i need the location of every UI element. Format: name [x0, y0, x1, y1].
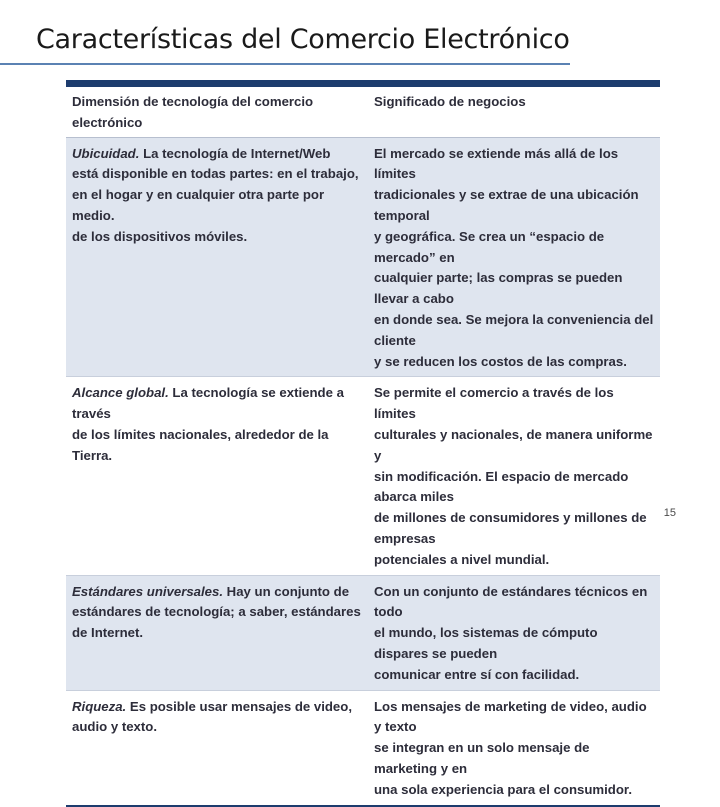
dimension-text-line: Es posible usar mensajes de video, [126, 698, 352, 714]
meaning-text-line: una sola experiencia para el consumidor. [374, 781, 632, 797]
meaning-cell [368, 575, 660, 690]
meaning-text-line: Con un conjunto de estándares técnicos en todo [374, 583, 648, 620]
dimension-text-line: de los límites nacionales, alrededor de la Tierra. [72, 426, 329, 463]
page-number: 15 [663, 507, 676, 519]
dimension-cell [66, 690, 368, 805]
meaning-cell [368, 690, 660, 805]
meaning-text-line: Los mensajes de marketing de video, audio y texto [374, 698, 647, 735]
meaning-text-line: sin modificación. El espacio de mercado abarca miles [374, 468, 629, 505]
table [66, 87, 660, 807]
dimension-cell [66, 377, 368, 575]
dimension-text-line: estándares de tecnología; a saber, estándares [72, 604, 361, 620]
meaning-text-line: El mercado se extiende más allá de los límites [374, 145, 619, 182]
header-meaning: Significado de negocios [374, 94, 526, 109]
dimension-text-line: de los dispositivos móviles. [72, 228, 248, 244]
dimension-term: Estándares universales. [72, 583, 224, 599]
table-row [66, 377, 660, 575]
table-header-row [66, 87, 660, 137]
meaning-text-line: potenciales a nivel mundial. [374, 551, 550, 567]
dimension-text-line: Hay un conjunto de [223, 583, 350, 599]
dimension-term: Ubicuidad. [72, 145, 140, 161]
dimension-text-line: audio y texto. [72, 719, 157, 735]
meaning-text-line: y geográfica. Se crea un “espacio de mercado” en [374, 228, 605, 265]
table-row [66, 137, 660, 377]
meaning-text-line: culturales y nacionales, de manera uniforme y [374, 426, 653, 463]
meaning-text-line: comunicar entre sí con facilidad. [374, 666, 580, 682]
title-underline [0, 63, 570, 65]
meaning-text-line: cualquier parte; las compras se pueden llevar a cabo [374, 270, 623, 307]
dimension-cell [66, 575, 368, 690]
meaning-text-line: el mundo, los sistemas de cómputo dispares se pueden [374, 625, 598, 661]
meaning-text-line: se integran en un solo mensaje de marketing y en [374, 740, 590, 776]
meaning-cell [368, 137, 660, 377]
dimension-text-line: La tecnología se extiende a través [72, 385, 344, 422]
table-top-bar [66, 80, 660, 87]
characteristics-table [66, 80, 660, 807]
dimension-term: Riqueza. [72, 698, 127, 714]
dimension-cell [66, 137, 368, 377]
slide-title: Características del Comercio Electrónico [36, 24, 570, 55]
meaning-cell [368, 377, 660, 575]
table-row [66, 690, 660, 805]
dimension-text-line: La tecnología de Internet/Web [139, 145, 331, 161]
meaning-text-line: en donde sea. Se mejora la conveniencia del cliente [374, 311, 654, 348]
meaning-text-line: de millones de consumidores y millones de empresas [374, 510, 647, 546]
dimension-text-line: de Internet. [72, 625, 144, 641]
header-dimension: Dimensión de tecnología del comercio electrónico [72, 94, 314, 130]
table-row [66, 575, 660, 690]
meaning-text-line: Se permite el comercio a través de los límites [374, 385, 614, 422]
dimension-term: Alcance global. [72, 385, 169, 401]
dimension-text-line: está disponible en todas partes: en el trabajo, [72, 166, 359, 182]
meaning-text-line: y se reducen los costos de las compras. [374, 353, 627, 369]
meaning-text-line: tradicionales y se extrae de una ubicación temporal [374, 187, 639, 223]
dimension-text-line: en el hogar y en cualquier otra parte por medio. [72, 187, 325, 223]
